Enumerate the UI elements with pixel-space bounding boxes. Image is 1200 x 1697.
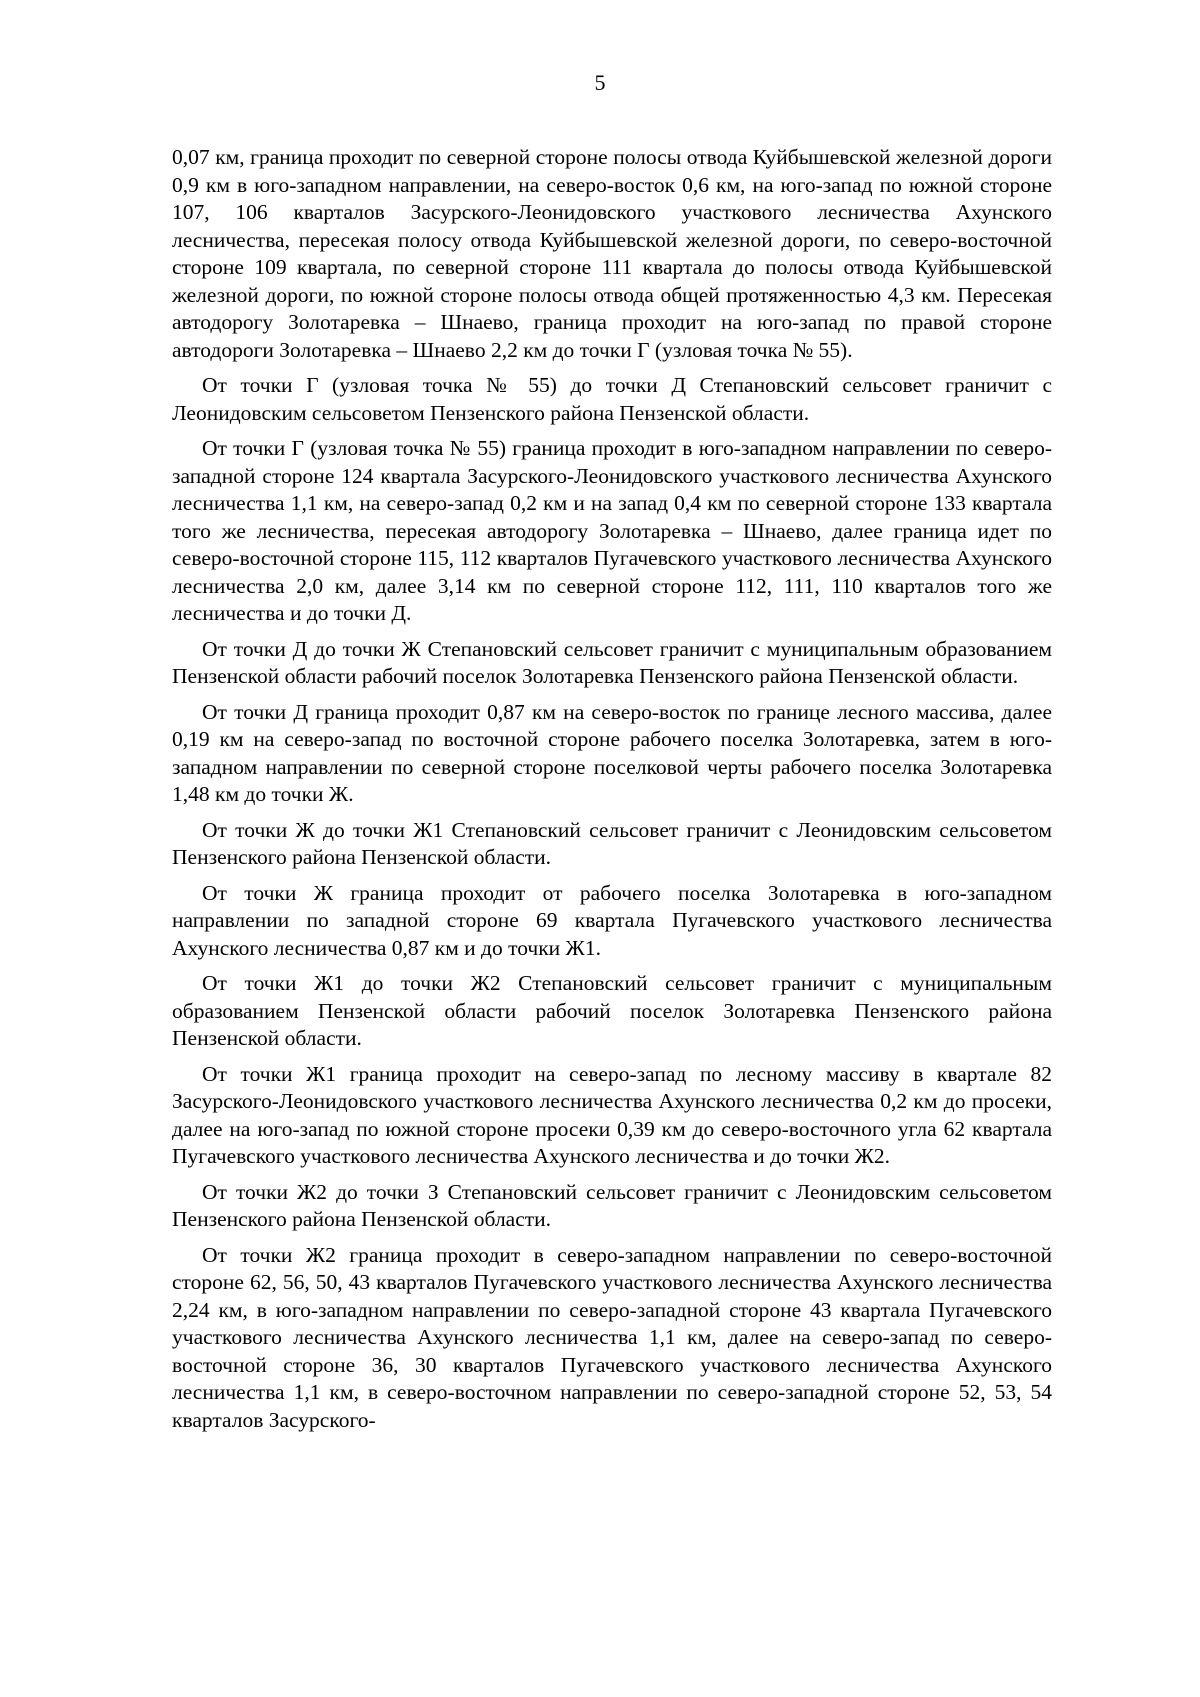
paragraph: От точки Д до точки Ж Степановский сельсовет граничит с муниципальным образованием Пензенской области рабочий поселок Золотаревка Пензенского района Пензенской области. [172,636,1052,688]
paragraph: От точки Г (узловая точка № 55) до точки Д Степановский сельсовет граничит с Леонидовским сельсоветом Пензенского района Пензенской области. [172,373,1052,425]
paragraph: От точки Д граница проходит 0,87 км на северо-восток по границе лесного массива, далее 0,19 км на северо-запад по восточной стороне рабочего поселка Золотаревка, затем в юго-западном направлении по северной стороне поселковой черты рабочего поселка Золотаревка 1,48 км до точки Ж. [172,699,1052,806]
paragraph: От точки Г (узловая точка № 55) граница проходит в юго-западном направлении по северо-западной стороне 124 квартала Засурского-Леонидовского участкового лесничества Ахунского лесничества 1,1 км, на северо-запад 0,2 км и на запад 0,4 км по северной стороне 133 квартала того же лесничества, пересекая автодорогу Золотаревка – Шнаево, далее граница идет по северо-восточной стороне 115, 112 кварталов Пугачевского участкового лесничества Ахунского лесничества 2,0 км, далее 3,14 км по северной стороне 112, 111, 110 кварталов того же лесничества и до точки Д. [172,436,1052,625]
page-number: 5 [594,70,606,95]
document-body [172,144,1052,1442]
paragraph: От точки Ж2 граница проходит в северо-западном направлении по северо-восточной стороне 62, 56, 50, 43 кварталов Пугачевского участкового лесничества Ахунского лесничества 2,24 км, в юго-западном направлении по северо-западной стороне 43 квартала Пугачевского участкового лесничества Ахунского лесничества 1,1 км, далее на северо-запад по северо-восточной стороне 36, 30 кварталов Пугачевского участкового лесничества Ахунского лесничества 1,1 км, в северо-восточном направлении по северо-западной стороне 52, 53, 54 кварталов Засурского- [172,1242,1052,1432]
paragraph: От точки Ж2 до точки З Степановский сельсовет граничит с Леонидовским сельсоветом Пензенского района Пензенской области. [172,1179,1052,1231]
paragraph: От точки Ж граница проходит от рабочего поселка Золотаревка в юго-западном направлении по западной стороне 69 квартала Пугачевского участкового лесничества Ахунского лесничества 0,87 км и до точки Ж1. [172,880,1052,960]
paragraph: От точки Ж до точки Ж1 Степановский сельсовет граничит с Леонидовским сельсоветом Пензенского района Пензенской области. [172,817,1052,869]
paragraph-continuation: 0,07 км, граница проходит по северной стороне полосы отвода Куйбышевской железной дороги 0,9 км в юго-западном направлении, на северо-восток 0,6 км, на юго-запад по южной стороне 107, 106 кварталов Засурского-Леонидовского участкового лесничества Ахунского лесничества, пересекая полосу отвода Куйбышевской железной дороги, по северо-восточной стороне 109 квартала, по северной стороне 111 квартала до полосы отвода Куйбышевской железной дороги, по южной стороне полосы отвода общей протяженностью 4,3 км. Пересекая автодорогу Золотаревка – Шнаево, граница проходит на юго-запад по правой стороне автодороги Золотаревка – Шнаево 2,2 км до точки Г (узловая точка № 55). [172,145,1052,362]
paragraph: От точки Ж1 до точки Ж2 Степановский сельсовет граничит с муниципальным образованием Пензенской области рабочий поселок Золотаревка Пензенского района Пензенской области. [172,971,1052,1050]
paragraph: От точки Ж1 граница проходит на северо-запад по лесному массиву в квартале 82 Засурского-Леонидовского участкового лесничества Ахунского лесничества 0,2 км до просеки, далее на юго-запад по южной стороне просеки 0,39 км до северо-восточного угла 62 квартала Пугачевского участкового лесничества Ахунского лесничества и до точки Ж2. [172,1061,1052,1168]
